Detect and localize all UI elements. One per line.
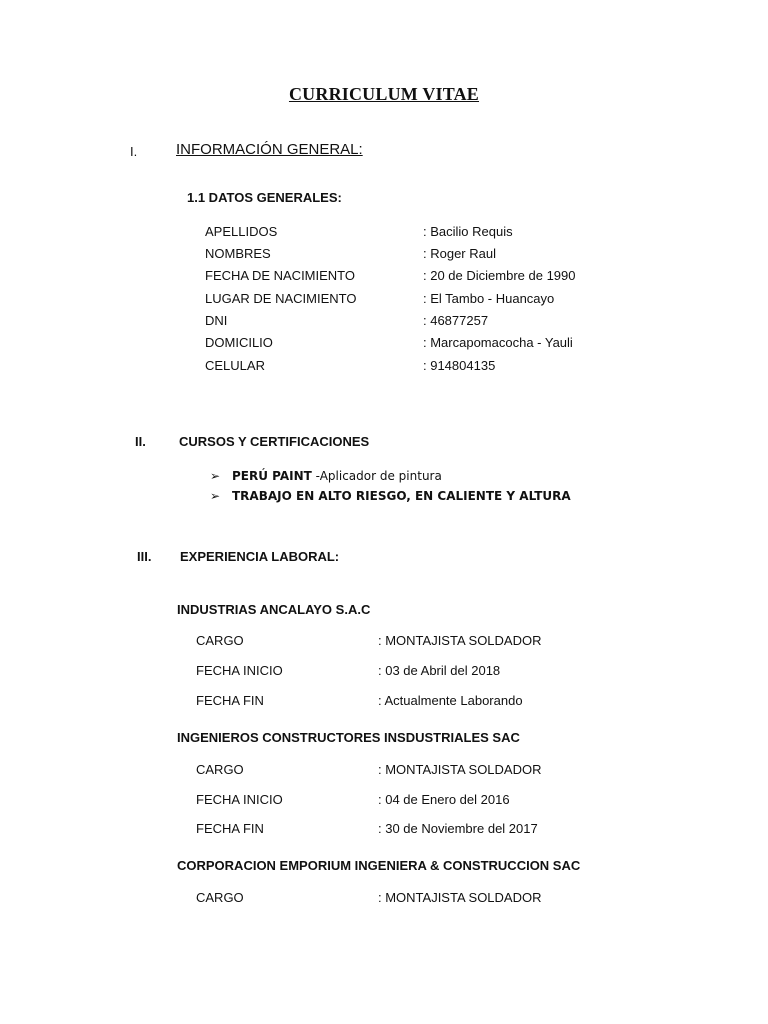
field-label: FECHA DE NACIMIENTO xyxy=(205,268,356,283)
job-field-row xyxy=(0,633,768,651)
certification-name: PERÚ PAINT xyxy=(232,469,312,483)
company-name: INGENIEROS CONSTRUCTORES INSDUSTRIALES SAC xyxy=(177,730,520,745)
job-field-row xyxy=(0,821,768,839)
field-row-nombres xyxy=(0,246,768,264)
field-row-domicilio xyxy=(0,335,768,353)
field-value: : 914804135 xyxy=(423,358,496,373)
field-label: DNI xyxy=(205,313,228,328)
field-value: : MONTAJISTA SOLDADOR xyxy=(378,762,542,777)
field-row-fecha-nacimiento xyxy=(0,268,768,286)
field-value: : Actualmente Laborando xyxy=(378,693,523,708)
arrow-bullet-icon: ➢ xyxy=(210,469,221,483)
job-field-row xyxy=(0,762,768,780)
field-row-dni xyxy=(0,313,768,331)
field-label: FECHA FIN xyxy=(196,821,264,836)
field-label: LUGAR DE NACIMIENTO xyxy=(205,291,357,306)
section-3-number: III. xyxy=(137,549,152,564)
job-field-row xyxy=(0,693,768,711)
certification-name: TRABAJO EN ALTO RIESGO, EN CALIENTE Y ALTURA xyxy=(232,489,571,503)
field-label: APELLIDOS xyxy=(205,224,278,239)
certification-detail: -Aplicador de pintura xyxy=(311,469,442,483)
section-1-title: INFORMACIÓN GENERAL: xyxy=(176,141,363,158)
field-value: : 46877257 xyxy=(423,313,489,328)
certification-item xyxy=(210,489,571,503)
field-value: : Bacilio Requis xyxy=(423,224,513,239)
field-label: DOMICILIO xyxy=(205,335,273,350)
field-value: : 04 de Enero del 2016 xyxy=(378,792,510,807)
company-name: CORPORACION EMPORIUM INGENIERA & CONSTRUCCION SAC xyxy=(177,858,581,873)
field-label: FECHA FIN xyxy=(196,693,264,708)
field-value: : Roger Raul xyxy=(423,246,496,261)
company-name: INDUSTRIAS ANCALAYO S.A.C xyxy=(177,602,371,617)
field-label: CARGO xyxy=(196,633,244,648)
field-value: : 30 de Noviembre del 2017 xyxy=(378,821,538,836)
job-field-row xyxy=(0,792,768,810)
field-value: : MONTAJISTA SOLDADOR xyxy=(378,633,542,648)
field-value: : El Tambo - Huancayo xyxy=(423,291,555,306)
job-field-row xyxy=(0,663,768,681)
field-label: CARGO xyxy=(196,762,244,777)
section-2-number: II. xyxy=(135,434,146,449)
field-value: : 20 de Diciembre de 1990 xyxy=(423,268,576,283)
field-label: CELULAR xyxy=(205,358,265,373)
section-1-number: I. xyxy=(130,144,138,159)
field-row-lugar-nacimiento xyxy=(0,291,768,309)
field-label: FECHA INICIO xyxy=(196,792,283,807)
field-value: : 03 de Abril del 2018 xyxy=(378,663,501,678)
field-label: FECHA INICIO xyxy=(196,663,283,678)
field-row-apellidos xyxy=(0,224,768,242)
arrow-bullet-icon: ➢ xyxy=(210,489,221,503)
subsection-title: 1.1 DATOS GENERALES: xyxy=(187,190,342,205)
document-title: CURRICULUM VITAE xyxy=(288,84,480,104)
field-value: : MONTAJISTA SOLDADOR xyxy=(378,890,542,905)
job-field-row xyxy=(0,890,768,908)
section-3-title: EXPERIENCIA LABORAL: xyxy=(180,549,340,564)
section-2-title: CURSOS Y CERTIFICACIONES xyxy=(179,434,370,449)
field-value: : Marcapomacocha - Yauli xyxy=(423,335,573,350)
field-label: CARGO xyxy=(196,890,244,905)
field-row-celular xyxy=(0,358,768,376)
field-label: NOMBRES xyxy=(205,246,271,261)
certification-item xyxy=(210,469,442,483)
